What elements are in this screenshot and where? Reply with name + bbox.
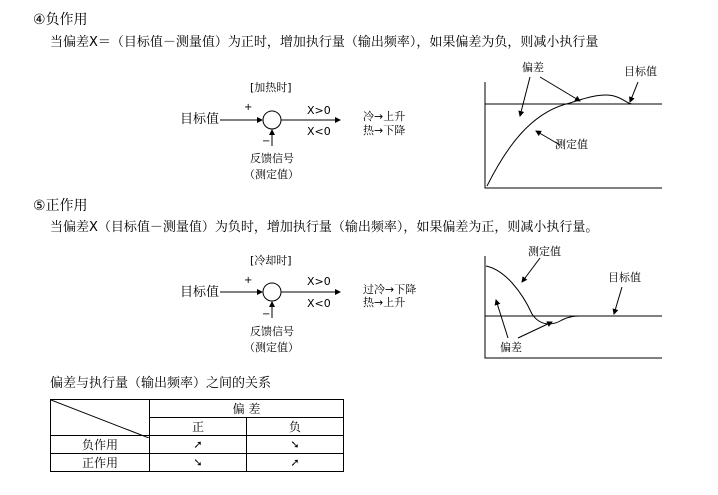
table-row	[51, 454, 344, 472]
cooling-graph-measured-label: 测定值	[528, 245, 561, 258]
heating-effect-line1: 冷→上升	[363, 110, 406, 123]
heating-minus-sign: −	[262, 136, 271, 147]
relation-table-col-negative: 负	[247, 418, 344, 436]
heating-x-negative: X<0	[307, 125, 331, 138]
cooling-graph-target-pointer	[614, 287, 622, 314]
row-label-negative-action: 负作用	[51, 436, 150, 454]
cooling-graph-measured-pointer	[522, 258, 540, 282]
cooling-x-negative: X<0	[307, 297, 331, 310]
section-4-description: 当偏差X＝（目标值－测量值）为正时，增加执行量（输出频率），如果偏差为负，则减小执行量	[50, 35, 599, 50]
heating-effect-line2: 热→下降	[363, 124, 406, 137]
cooling-minus-sign: −	[262, 309, 271, 320]
cooling-graph-deviation-pointer-a	[496, 300, 508, 338]
heating-graph-deviation-label: 偏差	[522, 61, 544, 74]
table-row	[51, 436, 344, 454]
relation-table-caption: 偏差与执行量（输出频率）之间的关系	[50, 376, 272, 391]
cooling-graph-axes	[485, 256, 662, 358]
heating-graph-target-label: 目标值	[624, 65, 657, 78]
relation-table	[50, 399, 344, 472]
cooling-feedback-sub: （测定值）	[244, 341, 299, 354]
section-5-description: 当偏差X（目标值－测量值）为负时，增加执行量（输出频率），如果偏差为正，则减小执行量。	[50, 220, 599, 235]
cooling-graph-deviation-label: 偏差	[500, 341, 522, 354]
heating-target-label: 目标值	[180, 112, 220, 127]
cooling-target-label: 目标值	[180, 285, 220, 300]
cooling-graph-measured-curve	[486, 266, 580, 324]
relation-table-col-positive: 正	[150, 418, 247, 436]
heating-mode-label: [加热时]	[250, 81, 292, 94]
negative-action-negative-arrow: ➘	[247, 436, 344, 454]
heating-plus-sign: +	[244, 102, 253, 113]
heating-graph-measured-label: 测定值	[555, 138, 588, 151]
cooling-plus-sign: +	[244, 275, 253, 286]
section-5-title: ⑤正作用	[33, 198, 88, 214]
positive-action-positive-arrow: ➘	[150, 454, 247, 472]
cooling-feedback-label: 反馈信号	[250, 325, 294, 338]
heating-x-positive: X>0	[307, 104, 331, 117]
row-label-positive-action: 正作用	[51, 454, 150, 472]
cooling-graph-target-label: 目标值	[608, 271, 641, 284]
cooling-graph-deviation-pointer-b	[518, 322, 552, 338]
relation-table-corner-cell	[51, 400, 150, 436]
section-4-title: ④负作用	[33, 12, 88, 28]
relation-table-group-header: 偏 差	[150, 400, 344, 418]
negative-action-positive-arrow: ➚	[150, 436, 247, 454]
positive-action-negative-arrow: ➚	[247, 454, 344, 472]
cooling-mode-label: [冷却时]	[250, 254, 292, 267]
cooling-effect-line2: 热→上升	[363, 296, 406, 309]
cooling-effect-line1: 过冷→下降	[363, 283, 417, 296]
heating-feedback-sub: （测定值）	[244, 168, 299, 181]
heating-feedback-label: 反馈信号	[250, 152, 294, 165]
cooling-x-positive: X>0	[307, 275, 331, 288]
corner-diagonal-line	[51, 400, 149, 438]
